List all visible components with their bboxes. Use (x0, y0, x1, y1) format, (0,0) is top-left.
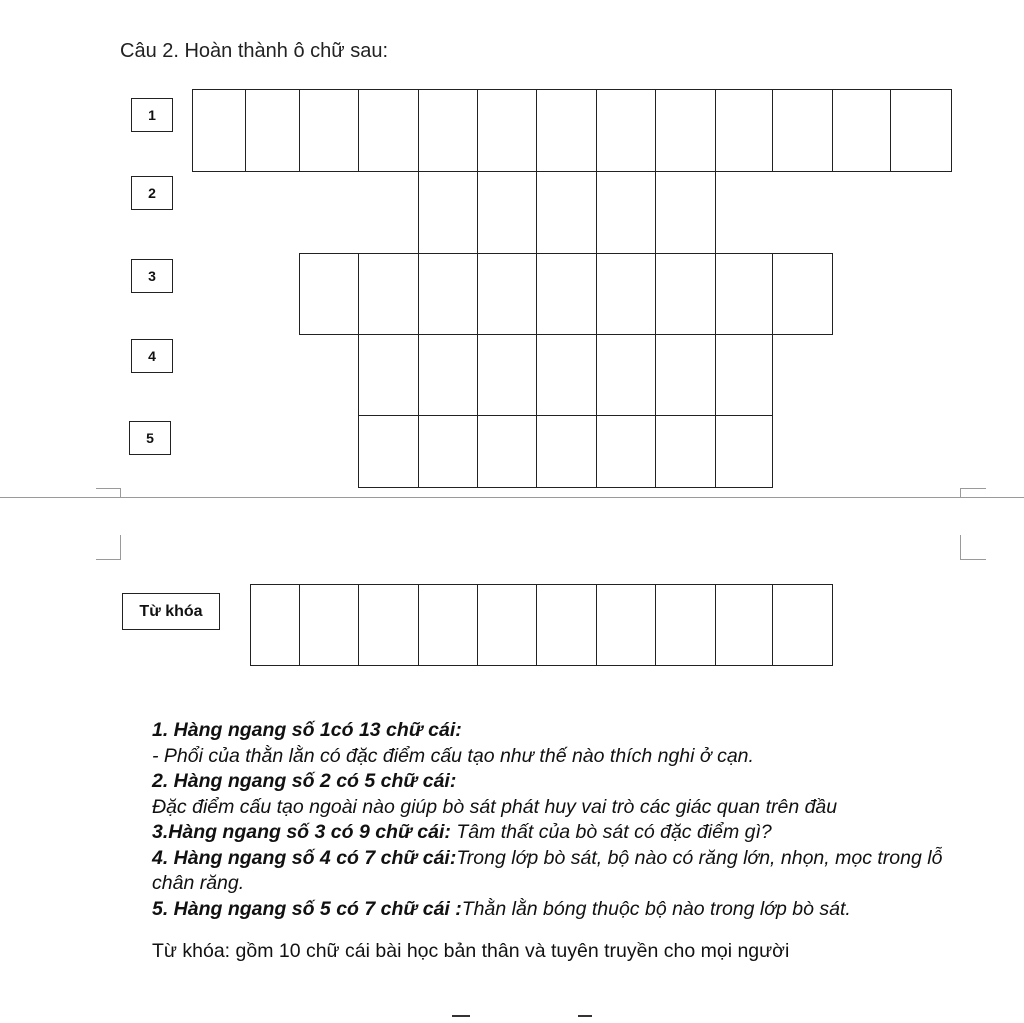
cut-off-text-fragment (452, 1015, 470, 1023)
corner-mark-bottom-right (960, 535, 986, 560)
row-5-cell[interactable] (596, 415, 656, 488)
questions-block (152, 718, 952, 922)
q1-text: - Phổi của thằn lằn có đặc điểm cấu tạo như thế nào thích nghi ở cạn. (152, 744, 754, 767)
row-1-cell[interactable] (192, 89, 246, 172)
row-1-cell[interactable] (418, 89, 478, 172)
row-1-cell[interactable] (655, 89, 716, 172)
page-break-line (0, 497, 1024, 498)
row-3-cell[interactable] (536, 253, 597, 335)
row-4-cell[interactable] (418, 334, 478, 416)
row-5-cell[interactable] (715, 415, 773, 488)
row-1-cell[interactable] (536, 89, 597, 172)
row-1-cell[interactable] (299, 89, 359, 172)
q2-text: Đặc điểm cấu tạo ngoài nào giúp bò sát phát huy vai trò các giác quan trên đầu (152, 795, 838, 818)
row-2-cell[interactable] (477, 171, 537, 254)
row-3-cell[interactable] (358, 253, 419, 335)
keyword-row-cell[interactable] (358, 584, 419, 666)
row-1-cell[interactable] (596, 89, 656, 172)
row-3-cell[interactable] (299, 253, 359, 335)
row-3-cell[interactable] (655, 253, 716, 335)
row-1-cell[interactable] (772, 89, 833, 172)
q4-text: Trong lớp bò sát, bộ nào có răng lớn, nhọn, mọc trong lỗ chân răng. (152, 846, 943, 894)
keyword-row-cell[interactable] (477, 584, 537, 666)
q1-heading: 1. Hàng ngang số 1có 13 chữ cái: (152, 719, 462, 741)
row-label-4: 4 (131, 339, 173, 373)
row-4-cell[interactable] (655, 334, 716, 416)
row-2-cell[interactable] (536, 171, 597, 254)
cut-off-text-fragment (578, 1015, 592, 1023)
keyword-row-cell[interactable] (772, 584, 833, 666)
row-label-2: 2 (131, 176, 173, 210)
row-1-cell[interactable] (890, 89, 952, 172)
row-2-cell[interactable] (418, 171, 478, 254)
row-label-3: 3 (131, 259, 173, 293)
row-4-cell[interactable] (358, 334, 419, 416)
q4-heading: 4. Hàng ngang số 4 có 7 chữ cái: (152, 846, 457, 869)
q5-text: Thằn lằn bóng thuộc bộ nào trong lớp bò sát. (461, 897, 851, 920)
keyword-label: Từ khóa (122, 593, 220, 630)
row-1-cell[interactable] (477, 89, 537, 172)
corner-mark-top-left (96, 488, 121, 497)
keyword-row-cell[interactable] (715, 584, 773, 666)
row-3-cell[interactable] (772, 253, 833, 335)
keyword-row-cell[interactable] (299, 584, 359, 666)
row-1-cell[interactable] (715, 89, 773, 172)
keyword-row-cell[interactable] (655, 584, 716, 666)
row-4-cell[interactable] (715, 334, 773, 416)
row-4-cell[interactable] (536, 334, 597, 416)
row-5-cell[interactable] (418, 415, 478, 488)
row-2-cell[interactable] (655, 171, 716, 254)
keyword-row-cell[interactable] (250, 584, 300, 666)
q3-heading: 3.Hàng ngang số 3 có 9 chữ cái: (152, 821, 451, 843)
q2-heading: 2. Hàng ngang số 2 có 5 chữ cái: (152, 770, 457, 792)
row-3-cell[interactable] (477, 253, 537, 335)
q3-text: Tâm thất của bò sát có đặc điểm gì? (450, 821, 772, 843)
row-5-cell[interactable] (477, 415, 537, 488)
row-3-cell[interactable] (418, 253, 478, 335)
keyword-row-cell[interactable] (536, 584, 597, 666)
corner-mark-top-right (960, 488, 986, 497)
row-5-cell[interactable] (358, 415, 419, 488)
row-3-cell[interactable] (715, 253, 773, 335)
row-5-cell[interactable] (655, 415, 716, 488)
row-label-5: 5 (129, 421, 171, 455)
row-4-cell[interactable] (596, 334, 656, 416)
keyword-description: Từ khóa: gồm 10 chữ cái bài học bản thân và tuyên truyền cho mọi người (152, 940, 790, 962)
row-1-cell[interactable] (358, 89, 419, 172)
q5-heading: 5. Hàng ngang số 5 có 7 chữ cái : (152, 897, 462, 920)
row-2-cell[interactable] (596, 171, 656, 254)
corner-mark-bottom-left (96, 535, 121, 560)
row-4-cell[interactable] (477, 334, 537, 416)
row-3-cell[interactable] (596, 253, 656, 335)
keyword-row-cell[interactable] (596, 584, 656, 666)
row-5-cell[interactable] (536, 415, 597, 488)
row-1-cell[interactable] (245, 89, 300, 172)
row-1-cell[interactable] (832, 89, 891, 172)
keyword-row-cell[interactable] (418, 584, 478, 666)
question-title: Câu 2. Hoàn thành ô chữ sau: (120, 40, 389, 62)
row-label-1: 1 (131, 98, 173, 132)
